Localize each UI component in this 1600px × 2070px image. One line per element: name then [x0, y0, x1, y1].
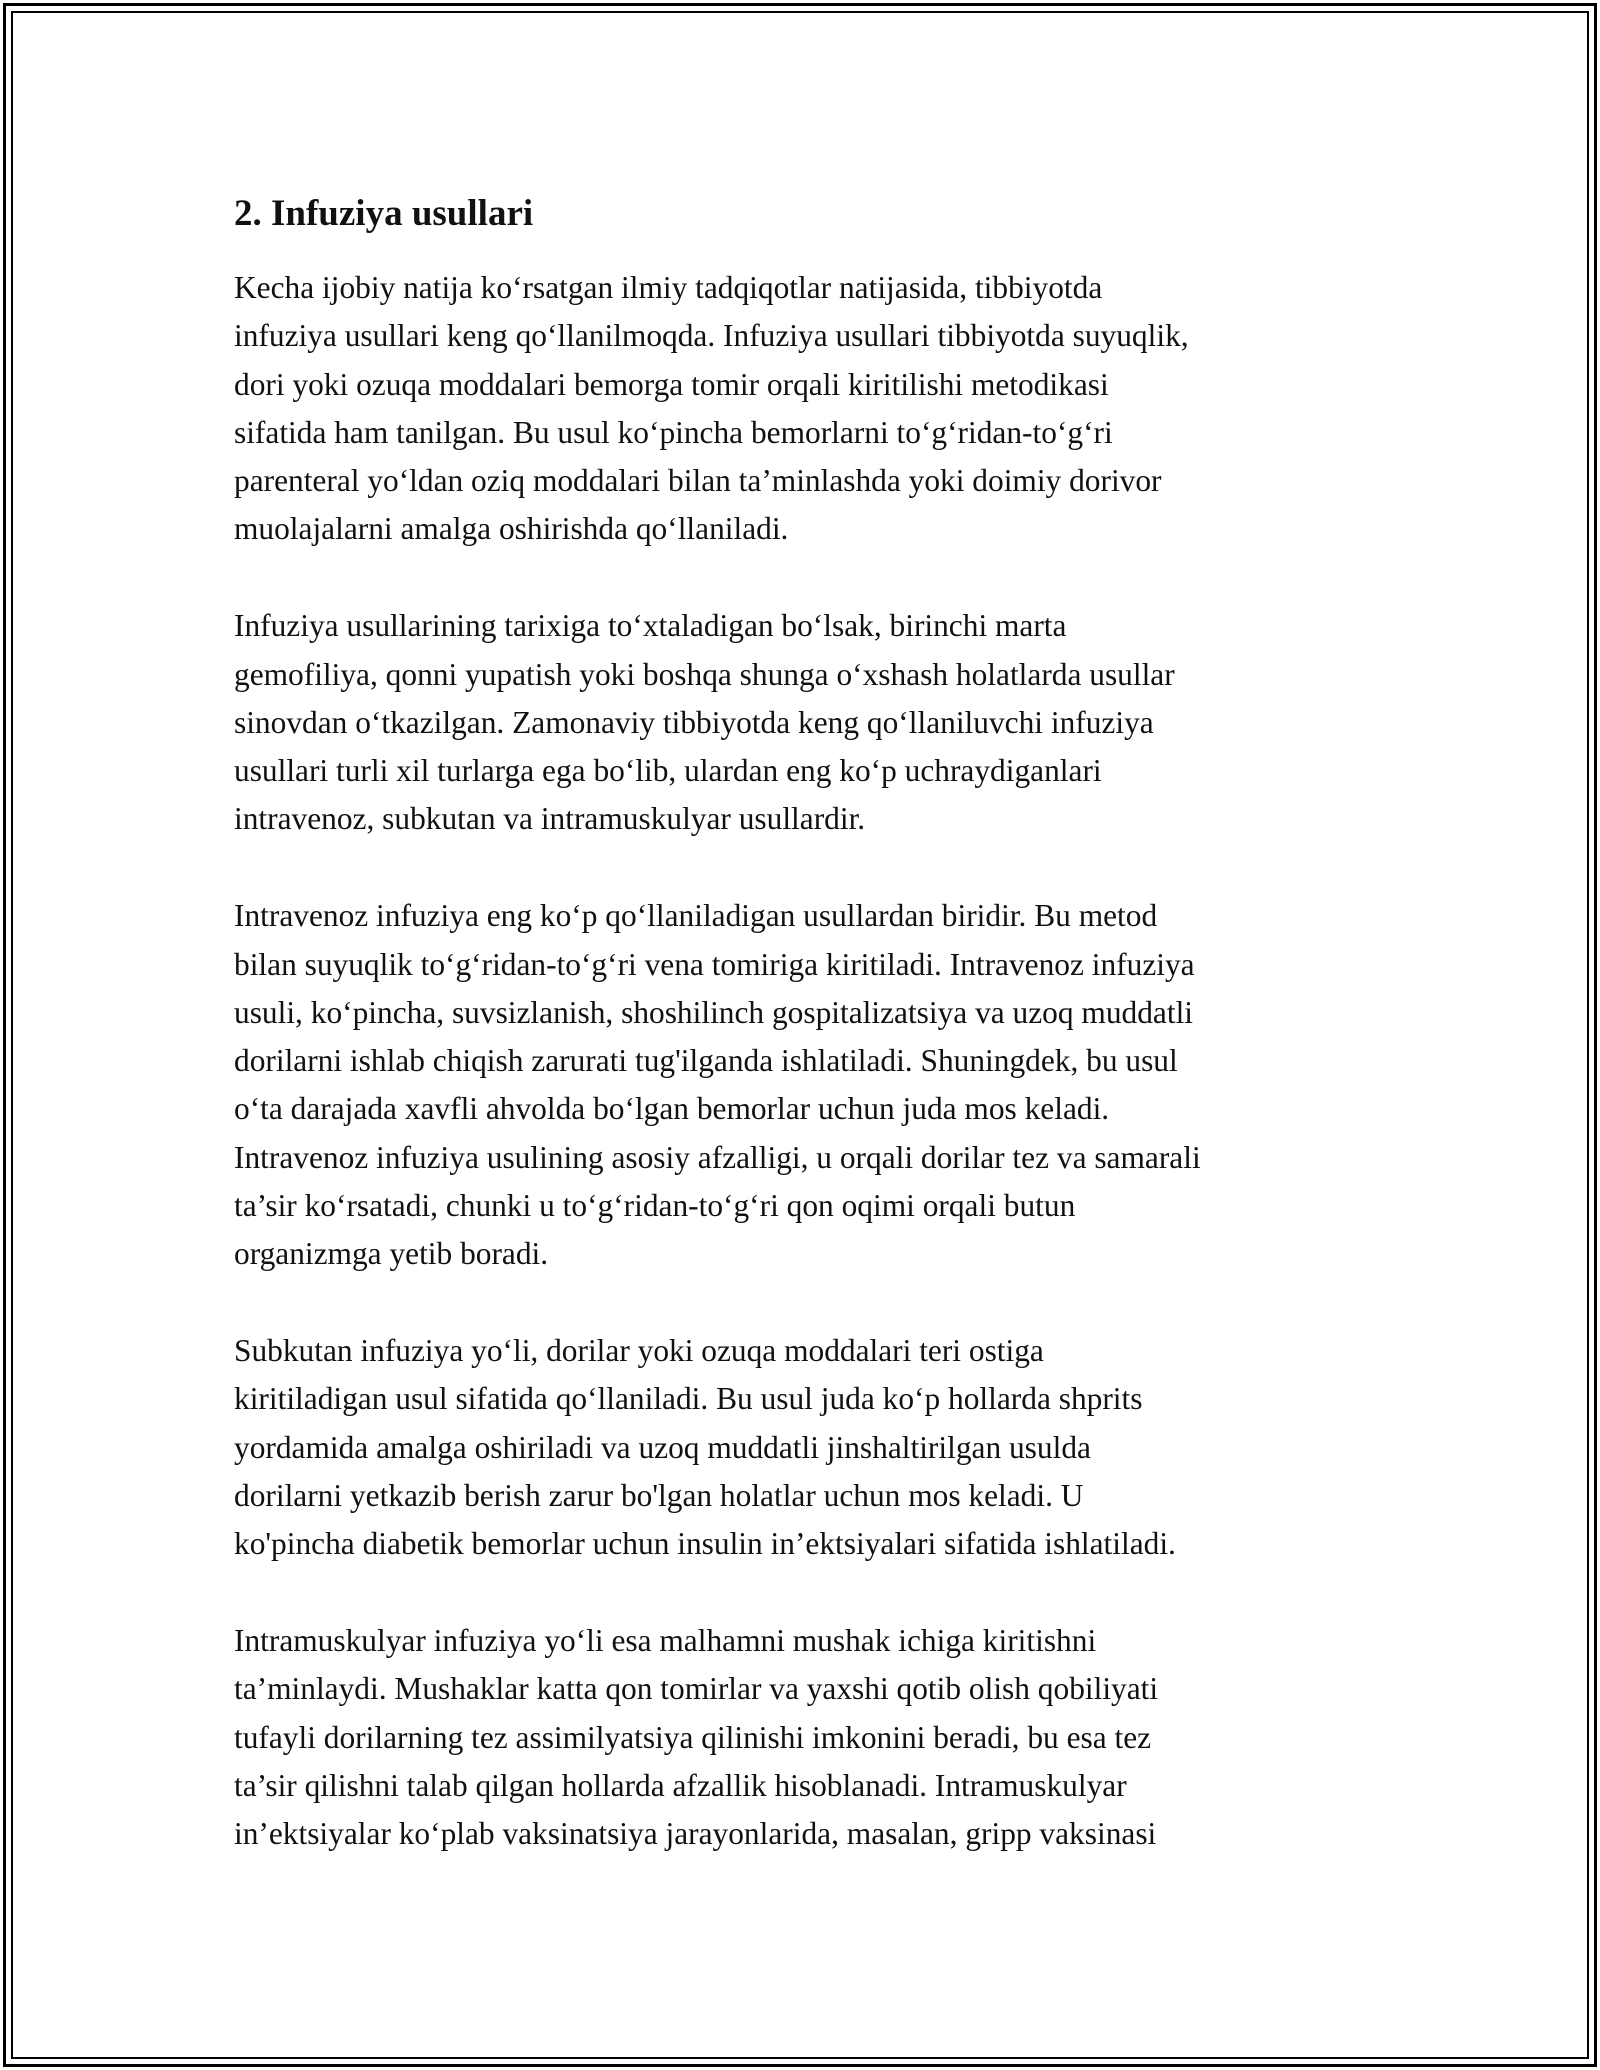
- text-line: Subkutan infuziya yo‘li, dorilar yoki ozuqa moddalari teri ostiga: [234, 1333, 1044, 1369]
- text-line: Kecha ijobiy natija ko‘rsatgan ilmiy tadqiqotlar natijasida, tibbiyotda: [234, 270, 1103, 305]
- text-line: Intravenoz infuziya eng ko‘p qo‘llaniladigan usullardan biridir. Bu metod: [234, 898, 1158, 934]
- text-line: sifatida ham tanilgan. Bu usul ko‘pincha bemorlarni to‘g‘ridan-to‘g‘ri: [234, 414, 1113, 450]
- text-line: usuli, ko‘pincha, suvsizlanish, shoshilinch gospitalizatsiya va uzoq muddatli: [234, 994, 1194, 1030]
- section-heading: 2. Infuziya usullari: [234, 193, 534, 234]
- paragraph-intro: [234, 264, 1374, 554]
- text-line: dorilarni yetkazib berish zarur bo'lgan holatlar uchun mos keladi. U: [234, 1478, 1084, 1514]
- paragraph-subcutaneous: [234, 1327, 1374, 1568]
- document-body: [234, 186, 1374, 1907]
- text-line: dori yoki ozuqa moddalari bemorga tomir orqali kiritilishi metodikasi: [234, 366, 1109, 402]
- text-line: muolajalarni amalga oshirishda qo‘llaniladi.: [234, 511, 789, 547]
- paragraph-intravenous: [234, 892, 1374, 1278]
- text-line: dorilarni ishlab chiqish zarurati tug'ilganda ishlatiladi. Shuningdek, bu usul: [234, 1043, 1178, 1079]
- text-line: sinovdan o‘tkazilgan. Zamonaviy tibbiyotda keng qo‘llaniluvchi infuziya: [234, 704, 1154, 740]
- text-line: parenteral yo‘ldan oziq moddalari bilan ta’minlashda yoki doimiy dorivor: [234, 463, 1162, 499]
- text-line: ko'pincha diabetik bemorlar uchun insulin in’ektsiyalari sifatida ishlatiladi.: [234, 1526, 1176, 1562]
- text-line: intravenoz, subkutan va intramuskulyar usullardir.: [234, 801, 866, 837]
- paragraph-intramuscular: [234, 1617, 1374, 1858]
- text-line: Infuziya usullarining tarixiga to‘xtaladigan bo‘lsak, birinchi marta: [234, 608, 1067, 644]
- text-line: bilan suyuqlik to‘g‘ridan-to‘g‘ri vena tomiriga kiritiladi. Intravenoz infuziya: [234, 946, 1195, 982]
- text-line: in’ektsiyalar ko‘plab vaksinatsiya jarayonlarida, masalan, gripp vaksinasi: [234, 1816, 1157, 1852]
- text-line: organizmga yetib boradi.: [234, 1236, 549, 1272]
- text-line: ta’minlaydi. Mushaklar katta qon tomirlar va yaxshi qotib olish qobiliyati: [234, 1671, 1159, 1707]
- text-line: ta’sir qilishni talab qilgan hollarda afzallik hisoblanadi. Intramuskulyar: [234, 1768, 1127, 1804]
- text-line: tufayli dorilarning tez assimilyatsiya qilinishi imkonini beradi, bu esa tez: [234, 1719, 1152, 1755]
- text-line: usullari turli xil turlarga ega bo‘lib, ulardan eng ko‘p uchraydiganlari: [234, 753, 1102, 789]
- text-line: o‘ta darajada xavfli ahvolda bo‘lgan bemorlar uchun juda mos keladi.: [234, 1091, 1110, 1127]
- text-line: infuziya usullari keng qo‘llanilmoqda. Infuziya usullari tibbiyotda suyuqlik,: [234, 318, 1189, 354]
- text-line: Intramuskulyar infuziya yo‘li esa malhamni mushak ichiga kiritishni: [234, 1623, 1097, 1659]
- text-line: gemofiliya, qonni yupatish yoki boshqa shunga o‘xshash holatlarda usullar: [234, 656, 1175, 692]
- text-line: yordamida amalga oshiriladi va uzoq muddatli jinshaltirilgan usulda: [234, 1429, 1091, 1465]
- text-line: Intravenoz infuziya usulining asosiy afzalligi, u orqali dorilar tez va samarali: [234, 1139, 1201, 1175]
- text-line: ta’sir ko‘rsatadi, chunki u to‘g‘ridan-to‘g‘ri qon oqimi orqali butun: [234, 1188, 1076, 1224]
- paragraph-history: [234, 602, 1374, 843]
- text-line: kiritiladigan usul sifatida qo‘llaniladi. Bu usul juda ko‘p hollarda shprits: [234, 1381, 1143, 1417]
